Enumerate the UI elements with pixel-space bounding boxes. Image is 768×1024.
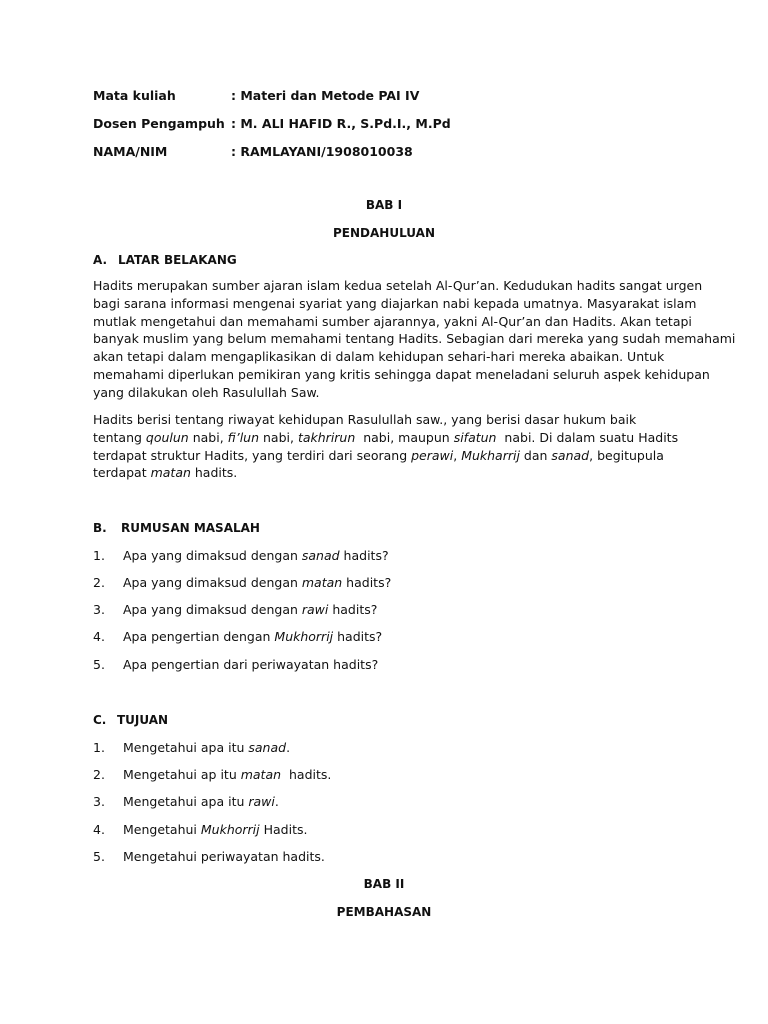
section-title: TUJUAN: [117, 713, 169, 727]
section-title: LATAR BELAKANG: [118, 253, 237, 267]
list-text: Apa yang dimaksud dengan matan hadits?: [123, 575, 392, 590]
paragraph-line: bagi sarana informasi mengenai syariat yang diajarkan nabi kepada umatnya. Masyarakat islam: [93, 295, 697, 311]
list-number: 5.: [93, 657, 105, 672]
paragraph-line: akan tetapi dalam mengaplikasikan di dalam kehidupan sehari-hari mereka abaikan. Untuk: [93, 349, 665, 365]
list-text: Apa yang dimaksud dengan sanad hadits?: [123, 548, 389, 563]
list-text: Apa yang dimaksud dengan rawi hadits?: [123, 602, 378, 617]
background-paragraph-2: [93, 411, 683, 482]
list-number: 2.: [93, 575, 105, 590]
paragraph-line: mutlak mengetahui dan memahami sumber ajarannya, yakni Al-Qur’an dan Hadits. Akan tetapi: [93, 313, 692, 329]
paragraph-line: Hadits merupakan sumber ajaran islam kedua setelah Al-Qur’an. Kedudukan hadits sangat urgen: [93, 278, 703, 293]
list-number: 3.: [93, 602, 105, 617]
section-b-heading: [93, 521, 260, 535]
paragraph-line: tentang qoulun nabi, fi’lun nabi, takhrirun nabi, maupun sifatun nabi. Di dalam suatu Hadits: [93, 429, 679, 445]
section-c-heading: [93, 713, 168, 727]
list-text: Apa pengertian dari periwayatan hadits?: [123, 657, 379, 672]
paragraph-line: yang dilakukan oleh Rasulullah Saw.: [93, 384, 320, 400]
paragraph-line: terdapat matan hadits.: [93, 465, 238, 481]
list-text: Mengetahui ap itu matan hadits.: [123, 767, 332, 782]
header-label: Mata kuliah: [93, 88, 176, 103]
section-number: B.: [93, 521, 107, 535]
paragraph-line: banyak muslim yang belum memahami tentang Hadits. Sebagian dari mereka yang sudah memahami: [93, 331, 736, 347]
chapter-1-number: BAB I: [365, 198, 403, 212]
header-value: : RAMLAYANI/1908010038: [231, 144, 413, 159]
paragraph-line: terdapat struktur Hadits, yang terdiri dari seorang perawi, Mukharrij dan sanad, begitupula: [93, 447, 664, 463]
list-number: 1.: [93, 548, 105, 563]
list-number: 2.: [93, 767, 105, 782]
list-text: Mengetahui periwayatan hadits.: [123, 849, 325, 864]
paragraph-line: Hadits berisi tentang riwayat kehidupan Rasulullah saw., yang berisi dasar hukum baik: [93, 412, 637, 427]
section-title: RUMUSAN MASALAH: [121, 521, 260, 535]
list-number: 3.: [93, 794, 105, 809]
list-text: Mengetahui apa itu rawi.: [123, 794, 279, 809]
section-number: A.: [93, 253, 108, 267]
list-number: 5.: [93, 849, 105, 864]
background-paragraph-1: [93, 277, 736, 402]
chapter-1-title: PENDAHULUAN: [333, 226, 435, 240]
chapter-2-number: BAB II: [363, 877, 405, 891]
paragraph-line: memahami diperlukan pemikiran yang kritis sehingga dapat meneladani seluruh aspek kehidupan: [93, 366, 710, 382]
list-number: 4.: [93, 822, 105, 837]
list-text: Mengetahui apa itu sanad.: [123, 740, 291, 755]
header-value: : M. ALI HAFID R., S.Pd.I., M.Pd: [231, 116, 451, 131]
header-label: Dosen Pengampuh: [93, 116, 225, 131]
list-text: Apa pengertian dengan Mukhorrij hadits?: [123, 629, 383, 644]
list-number: 1.: [93, 740, 105, 755]
list-number: 4.: [93, 629, 105, 644]
header-label: NAMA/NIM: [93, 144, 168, 159]
header-value: : Materi dan Metode PAI IV: [231, 88, 420, 103]
section-a-heading: [93, 253, 237, 267]
list-text: Mengetahui Mukhorrij Hadits.: [123, 822, 308, 837]
section-number: C.: [93, 713, 107, 727]
chapter-2-title: PEMBAHASAN: [336, 905, 432, 919]
